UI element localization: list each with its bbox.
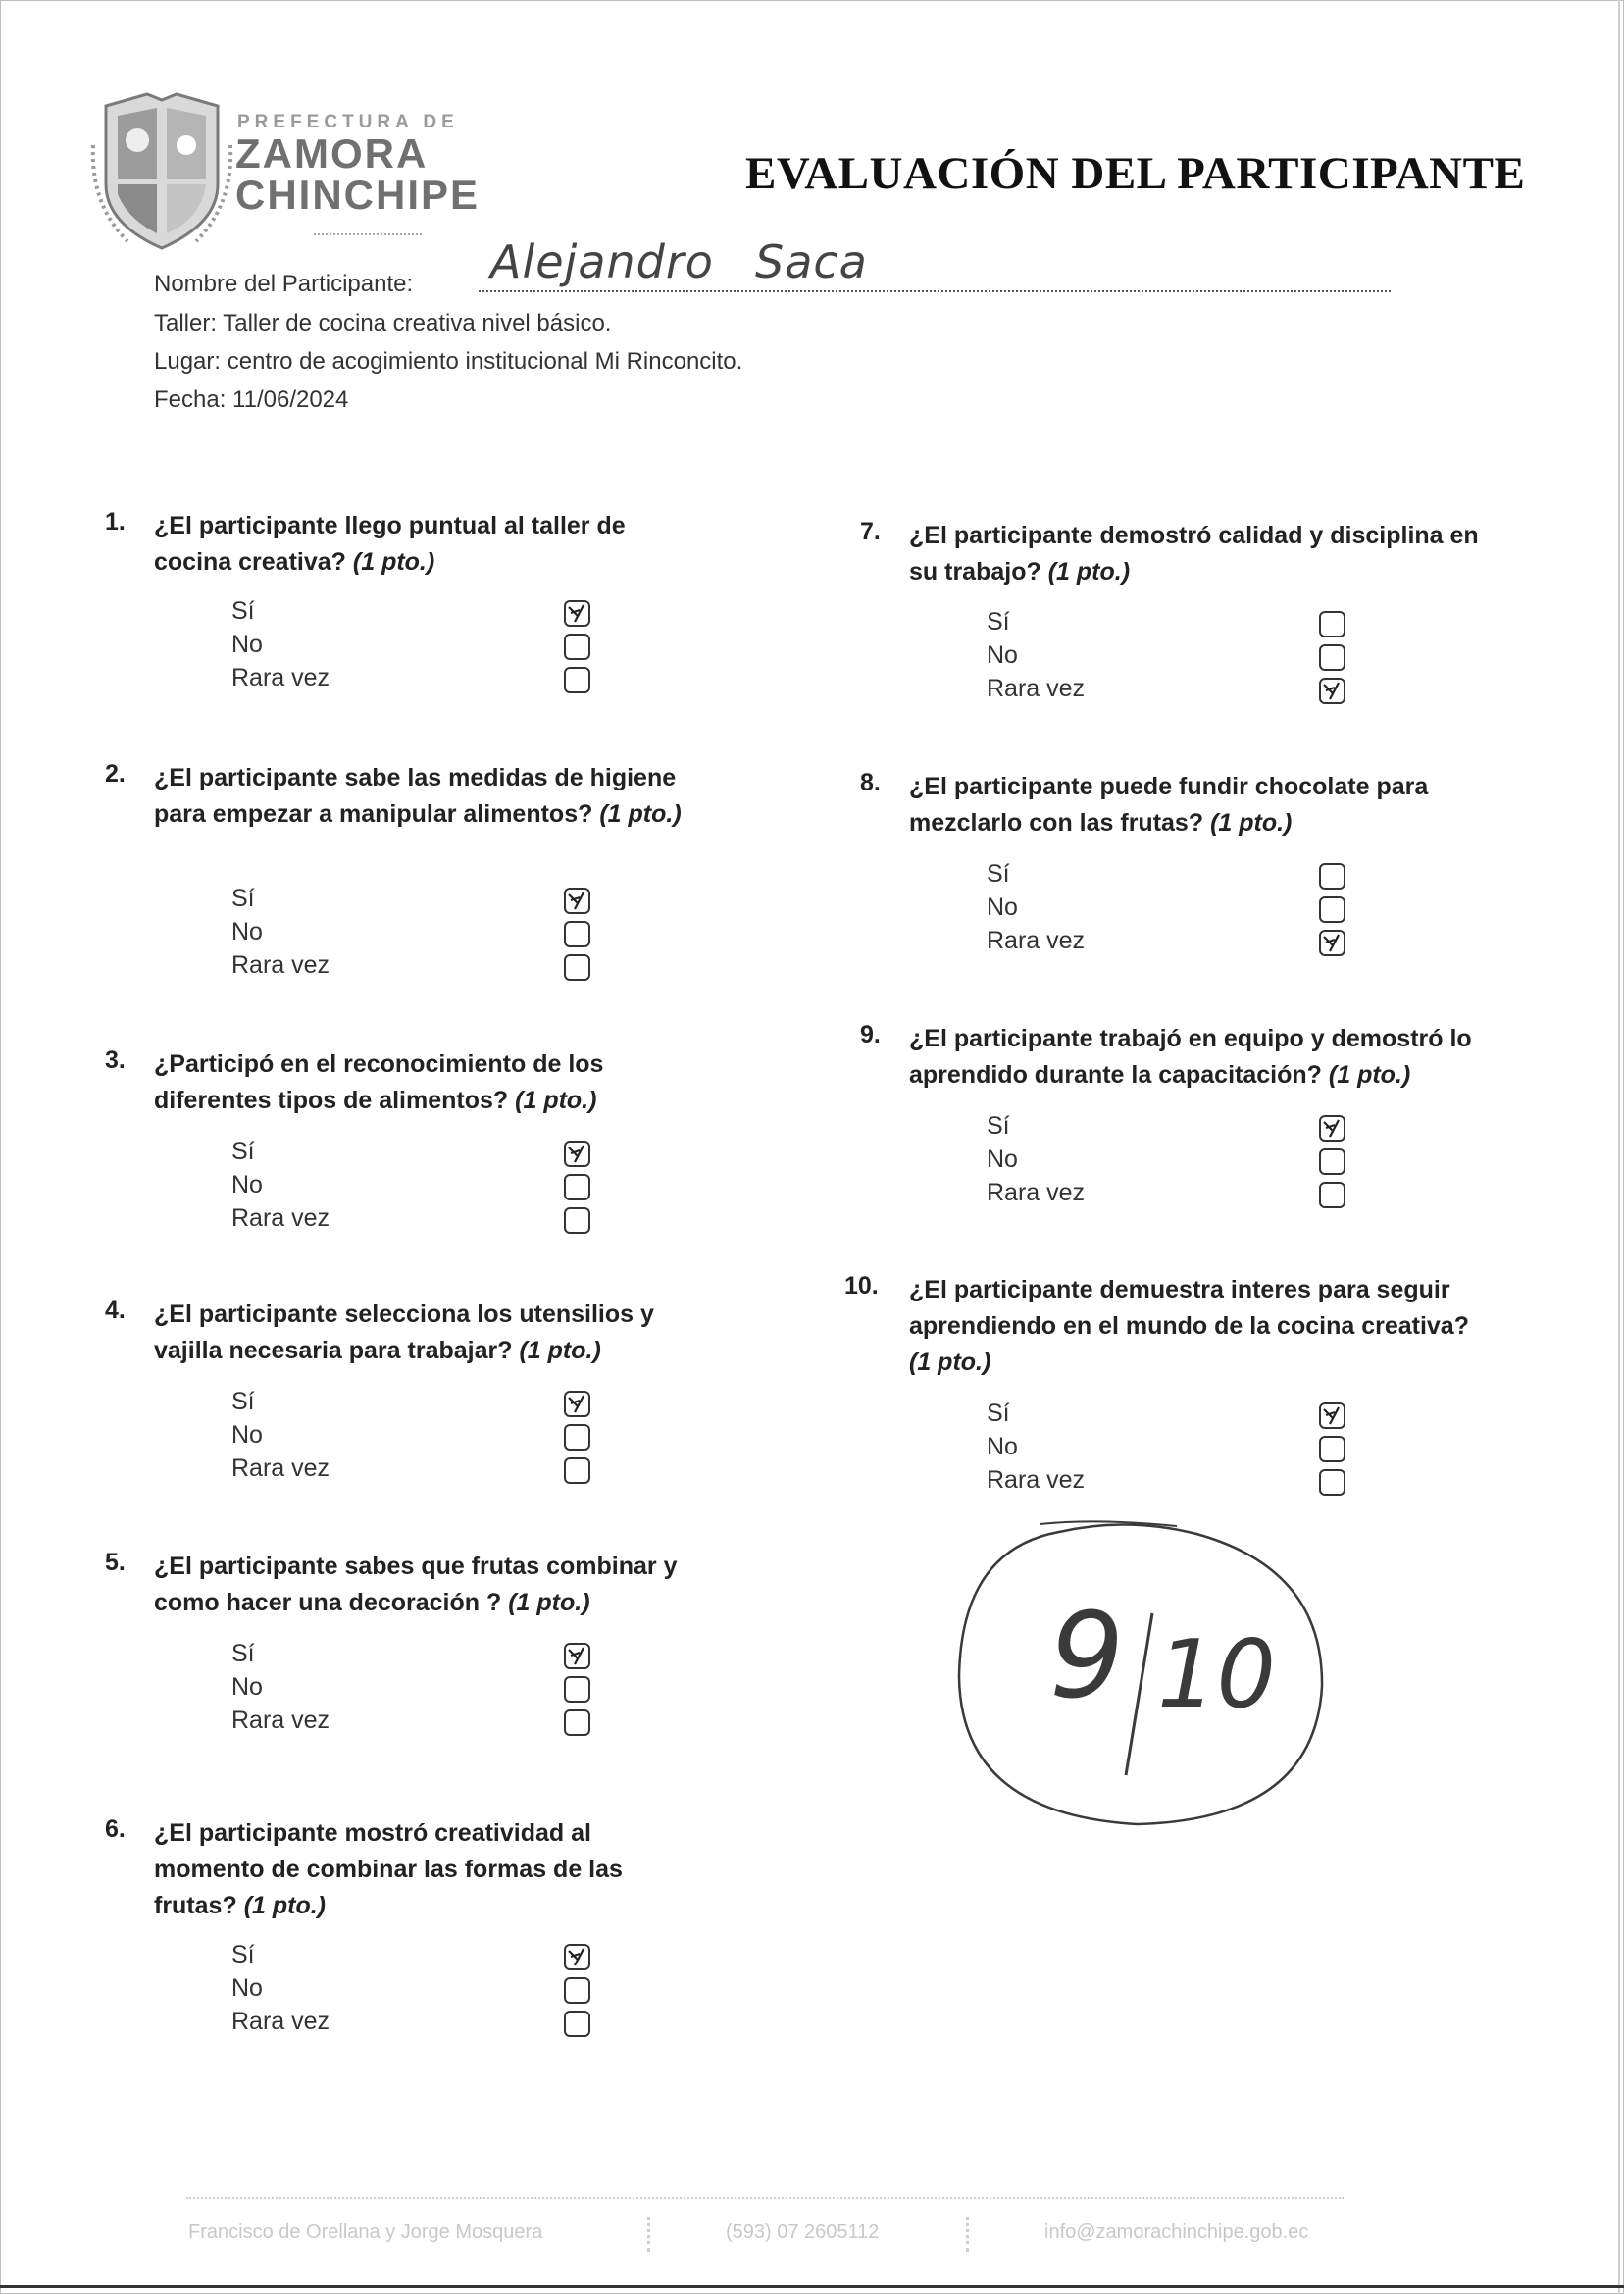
option-label: Sí — [987, 860, 1010, 888]
option-checkbox[interactable] — [1319, 1148, 1345, 1175]
participant-first-name-handwritten: Alejandro — [490, 235, 714, 288]
question-points: (1 pto.) — [1210, 809, 1293, 837]
option-label: Sí — [231, 1138, 255, 1165]
question-text — [154, 508, 782, 581]
check-mark-icon — [566, 1645, 588, 1667]
question-number: 1. — [105, 508, 126, 535]
option-checkbox[interactable] — [1319, 1436, 1345, 1462]
participant-last-name-handwritten: Saca — [755, 235, 868, 288]
logo-line1: ZAMORA — [235, 130, 429, 177]
question-line: frutas? — [154, 1892, 237, 1919]
option-checkbox[interactable] — [564, 1709, 590, 1736]
option-label: No — [231, 1673, 263, 1701]
question-points: (1 pto.) — [519, 1337, 601, 1364]
option-label: No — [987, 893, 1018, 921]
option-label: Sí — [987, 608, 1010, 636]
check-mark-icon — [1321, 1117, 1344, 1140]
option-label: No — [231, 1974, 263, 2002]
option-checkbox[interactable] — [1319, 1115, 1345, 1142]
option-label: Rara vez — [231, 1707, 330, 1734]
question-text — [154, 760, 782, 833]
shield-emblem-icon — [88, 86, 235, 253]
option-checkbox[interactable] — [564, 1977, 590, 2004]
option-checkbox[interactable] — [564, 667, 590, 693]
footer-separator — [966, 2217, 971, 2252]
option-label: Rara vez — [987, 927, 1086, 954]
question-points: (1 pto.) — [1328, 1061, 1411, 1089]
check-mark-icon — [1321, 1404, 1344, 1427]
option-checkbox[interactable] — [564, 634, 590, 660]
question-line: para empezar a manipular alimentos? — [154, 800, 593, 828]
question-text — [154, 1046, 782, 1119]
participant-label: Nombre del Participante: — [154, 271, 414, 297]
question-line: ¿Participó en el reconocimiento de los — [154, 1050, 604, 1078]
footer-dotted-line — [186, 2197, 1344, 2199]
check-mark-icon — [1321, 932, 1344, 954]
question-line: como hacer una decoración ? — [154, 1589, 502, 1616]
option-label: Sí — [231, 597, 255, 625]
option-checkbox[interactable] — [564, 1391, 590, 1417]
logo-line2: CHINCHIPE — [235, 172, 481, 218]
option-label: No — [987, 1146, 1018, 1173]
prefecture-logo — [88, 86, 500, 263]
option-checkbox[interactable] — [1319, 1182, 1345, 1208]
option-checkbox[interactable] — [1319, 611, 1345, 637]
footer-address: Francisco de Orellana y Jorge Mosquera — [188, 2221, 543, 2243]
check-mark-icon — [566, 602, 588, 625]
option-checkbox[interactable] — [1319, 896, 1345, 923]
option-checkbox[interactable] — [564, 1676, 590, 1703]
option-label: Rara vez — [231, 2008, 330, 2035]
question-line: ¿El participante puede fundir chocolate para — [909, 773, 1429, 800]
question-line: ¿El participante demuestra interes para seguir — [909, 1276, 1450, 1303]
option-label: No — [231, 631, 263, 658]
option-label: Sí — [231, 885, 255, 912]
question-points: (1 pto.) — [352, 548, 435, 576]
question-number: 10. — [844, 1272, 879, 1300]
question-text — [154, 1549, 782, 1621]
logo-prefix: PREFECTURA DE — [237, 112, 459, 132]
option-checkbox[interactable] — [1319, 1469, 1345, 1496]
option-label: Rara vez — [231, 664, 330, 691]
check-mark-icon — [1321, 680, 1344, 702]
option-label: Rara vez — [231, 1454, 330, 1482]
question-number: 2. — [105, 760, 126, 788]
question-text — [909, 1272, 1537, 1381]
check-mark-icon — [566, 890, 588, 912]
question-line: ¿El participante demostró calidad y disciplina en — [909, 522, 1479, 549]
question-number: 6. — [105, 1815, 126, 1843]
option-checkbox[interactable] — [564, 1457, 590, 1484]
question-line: ¿El participante trabajó en equipo y demostró lo — [909, 1025, 1472, 1052]
document-title: EVALUACIÓN DEL PARTICIPANTE — [745, 148, 1526, 199]
option-checkbox[interactable] — [1319, 930, 1345, 956]
lugar-line: Lugar: centro de acogimiento institucional Mi Rinconcito. — [154, 348, 743, 375]
option-label: No — [231, 1171, 263, 1198]
option-label: No — [987, 641, 1018, 669]
question-text — [909, 1021, 1537, 1094]
option-checkbox[interactable] — [564, 1174, 590, 1200]
question-line: mezclarlo con las frutas? — [909, 809, 1204, 837]
question-line: cocina creativa? — [154, 548, 346, 576]
option-label: No — [987, 1433, 1018, 1460]
question-points: (1 pto.) — [508, 1589, 590, 1616]
question-number: 4. — [105, 1297, 126, 1324]
question-line: aprendido durante la capacitación? — [909, 1061, 1322, 1089]
footer-separator — [647, 2217, 652, 2252]
question-line: aprendiendo en el mundo de la cocina creativa? — [909, 1312, 1469, 1340]
option-label: Rara vez — [231, 951, 330, 979]
option-checkbox[interactable] — [564, 888, 590, 914]
question-line: ¿El participante selecciona los utensilios y — [154, 1300, 654, 1328]
question-text — [909, 518, 1537, 590]
option-checkbox[interactable] — [564, 1643, 590, 1669]
footer-web: info@zamorachinchipe.gob.ec — [1044, 2221, 1309, 2243]
question-line: ¿El participante llego puntual al taller de — [154, 512, 626, 539]
option-checkbox[interactable] — [564, 954, 590, 981]
option-checkbox[interactable] — [564, 600, 590, 627]
option-checkbox[interactable] — [564, 1424, 590, 1451]
question-text — [909, 769, 1537, 841]
option-checkbox[interactable] — [1319, 863, 1345, 890]
option-checkbox[interactable] — [1319, 1402, 1345, 1429]
question-line: ¿El participante mostró creatividad al — [154, 1819, 591, 1847]
question-line: ¿El participante sabes que frutas combinar y — [154, 1553, 678, 1580]
question-text — [154, 1815, 782, 1924]
fecha-line: Fecha: 11/06/2024 — [154, 386, 349, 413]
option-label: Rara vez — [231, 1204, 330, 1232]
question-text — [154, 1297, 782, 1369]
option-label: Rara vez — [987, 675, 1086, 702]
check-mark-icon — [566, 1946, 588, 1968]
question-number: 5. — [105, 1549, 126, 1576]
option-checkbox[interactable] — [564, 1207, 590, 1234]
check-mark-icon — [566, 1143, 588, 1165]
question-points: (1 pto.) — [515, 1087, 597, 1114]
question-line: su trabajo? — [909, 558, 1041, 586]
option-label: Sí — [231, 1941, 255, 1968]
option-checkbox[interactable] — [1319, 644, 1345, 671]
question-points: (1 pto.) — [243, 1892, 327, 1919]
option-checkbox[interactable] — [1319, 678, 1345, 704]
question-points: (1 pto.) — [909, 1349, 991, 1376]
grade-total: 10 — [1157, 1621, 1276, 1729]
option-label: No — [231, 918, 263, 945]
handwritten-grade — [951, 1520, 1329, 1834]
name-dotted-line — [479, 290, 1391, 292]
option-checkbox[interactable] — [564, 921, 590, 947]
taller-line: Taller: Taller de cocina creativa nivel básico. — [154, 310, 612, 336]
option-checkbox[interactable] — [564, 1141, 590, 1167]
question-line: ¿El participante sabe las medidas de higiene — [154, 764, 677, 791]
option-checkbox[interactable] — [564, 2011, 590, 2037]
question-line: momento de combinar las formas de las — [154, 1856, 623, 1883]
question-number: 9. — [860, 1021, 881, 1048]
question-line: vajilla necesaria para trabajar? — [154, 1337, 513, 1364]
option-label: No — [231, 1421, 263, 1449]
scan-bottom-edge — [0, 2285, 1624, 2288]
question-line: diferentes tipos de alimentos? — [154, 1087, 509, 1114]
question-number: 3. — [105, 1046, 126, 1074]
option-label: Rara vez — [987, 1466, 1086, 1494]
option-checkbox[interactable] — [564, 1944, 590, 1970]
question-number: 8. — [860, 769, 881, 796]
option-label: Sí — [987, 1112, 1010, 1140]
option-label: Sí — [231, 1640, 255, 1667]
question-number: 7. — [860, 518, 881, 545]
grade-score: 9 — [1049, 1589, 1125, 1725]
option-label: Sí — [231, 1388, 255, 1415]
check-mark-icon — [566, 1393, 588, 1415]
question-points: (1 pto.) — [1047, 558, 1131, 586]
logo-underline — [314, 233, 422, 239]
option-label: Sí — [987, 1400, 1010, 1427]
footer-phone: (593) 07 2605112 — [726, 2221, 880, 2243]
option-label: Rara vez — [987, 1179, 1086, 1206]
question-points: (1 pto.) — [599, 800, 682, 828]
scan-right-edge — [1618, 0, 1620, 2294]
